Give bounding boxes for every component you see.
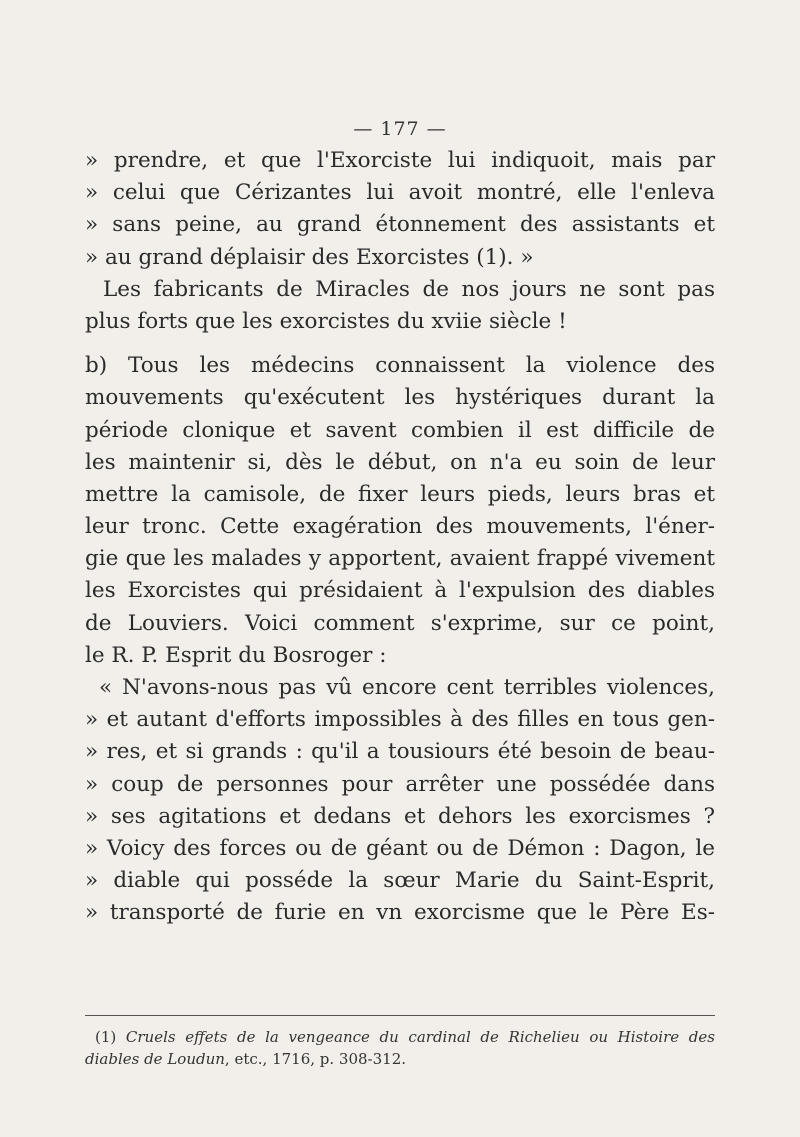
- text-line: » sans peine, au grand étonnement des assistants et: [85, 212, 715, 238]
- quote-line: » ses agitations et dedans et dehors les exorcismes ?: [85, 803, 715, 829]
- quote-line: » et autant d'efforts impossibles à des filles en tous gen-: [85, 707, 715, 733]
- quote-line: » diable qui posséde la sœur Marie du Saint-Esprit,: [85, 868, 715, 894]
- footnote: [85, 1026, 715, 1070]
- quote-line: « N'avons-nous pas vû encore cent terribles violences,: [99, 675, 715, 700]
- footnote-details: , etc., 1716, p. 308-312.: [224, 1050, 407, 1068]
- text-line: leur tronc. Cette exagération des mouvements, l'éner-: [85, 514, 715, 540]
- footnote-title-part2: diables de Loudun: [85, 1050, 225, 1068]
- text-line: le R. P. Esprit du Bosroger :: [85, 642, 387, 668]
- footnote-title-part1: Cruels effets de la vengeance du cardinal de Richelieu ou Histoire des: [125, 1028, 715, 1046]
- page-number: — 177 —: [353, 118, 447, 140]
- text-line: » au grand déplaisir des Exorcistes (1). »: [85, 244, 534, 270]
- text-line: Les fabricants de Miracles de nos jours ne sont pas: [103, 276, 715, 302]
- footnote-marker: (1): [95, 1028, 117, 1046]
- text-line: » celui que Cérizantes lui avoit montré, elle l'enleva: [85, 180, 715, 206]
- quote-line: » res, et si grands : qu'il a tousiours été besoin de beau-: [85, 739, 715, 765]
- text-line: » prendre, et que l'Exorciste lui indiquoit, mais par: [85, 148, 715, 173]
- footnote-line-1: [85, 1026, 715, 1048]
- quote-line: » Voicy des forces ou de géant ou de Démon : Dagon, le: [85, 835, 715, 861]
- text-line: mettre la camisole, de fixer leurs pieds, leurs bras et: [85, 481, 715, 507]
- paragraph-gap: [85, 338, 715, 350]
- text-line: de Louviers. Voici comment s'exprime, sur ce point,: [85, 610, 715, 636]
- footnote-line-2: [85, 1048, 715, 1070]
- text-line: gie que les malades y apportent, avaient frappé vivement: [85, 546, 715, 572]
- text-line: b) Tous les médecins connaissent la violence des: [85, 353, 715, 379]
- text-line: mouvements qu'exécutent les hystériques durant la: [85, 385, 715, 411]
- text-line: les Exorcistes qui présidaient à l'expulsion des diables: [85, 578, 715, 604]
- quote-line: » transporté de furie en vn exorcisme que le Père Es-: [85, 900, 715, 926]
- main-text: [85, 145, 715, 930]
- footnote-divider: [85, 1015, 715, 1016]
- text-line: période clonique et savent combien il est difficile de: [85, 417, 715, 443]
- text-line: plus forts que les exorcistes du xviie siècle !: [85, 308, 567, 334]
- quote-line: » coup de personnes pour arrêter une possédée dans: [85, 771, 715, 797]
- text-line: les maintenir si, dès le début, on n'a eu soin de leur: [85, 449, 715, 475]
